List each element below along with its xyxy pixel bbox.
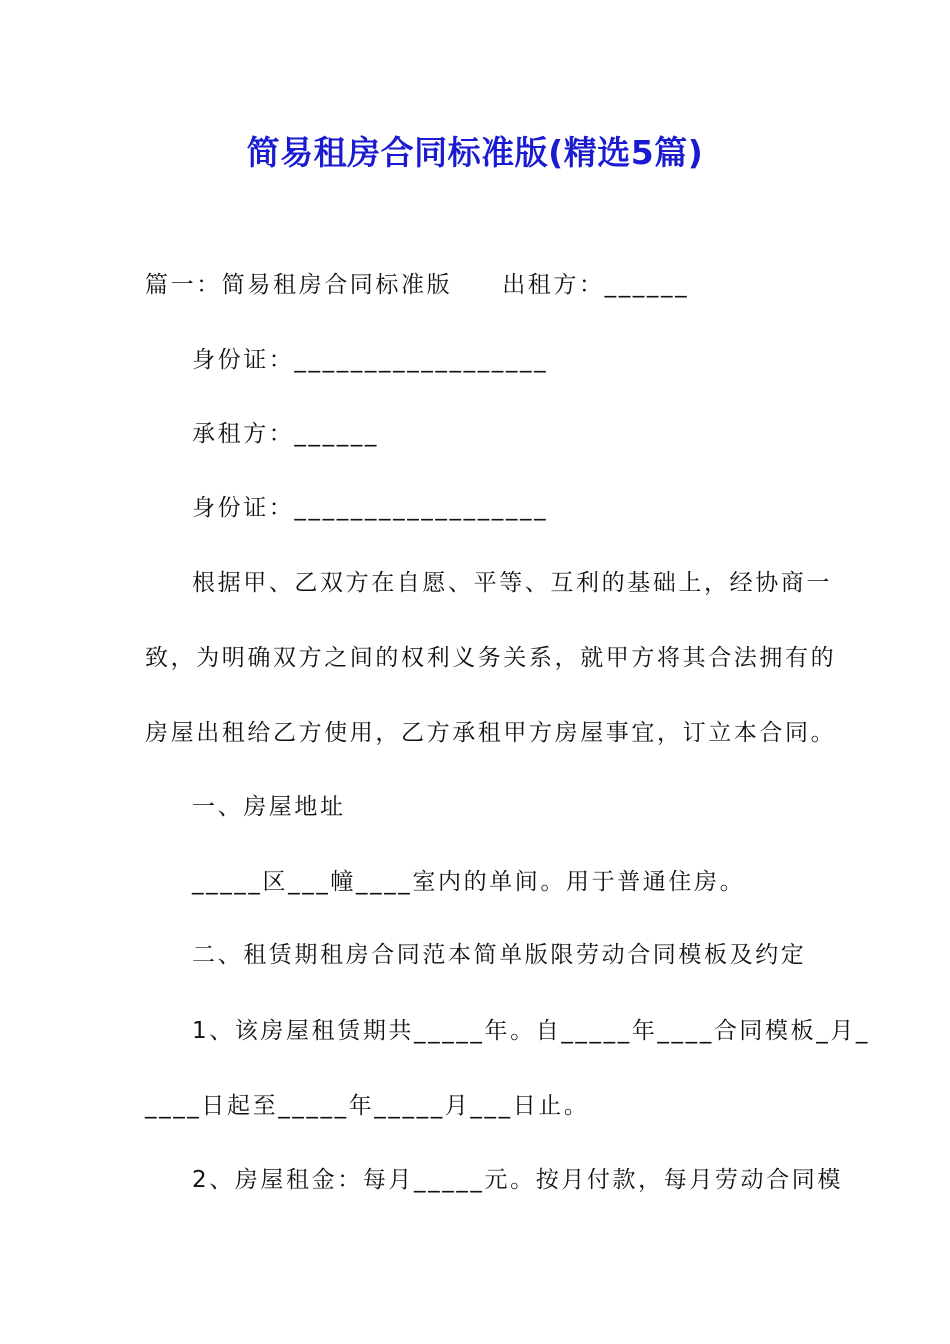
paragraph-line: 房屋出租给乙方使用，乙方承租甲方房屋事宜，订立本合同。 [145, 720, 837, 746]
clause2-item1-line: 1、该房屋租赁期共_____年。自_____年____合同模板_月_ [192, 1018, 871, 1044]
section1-heading: 篇一：简易租房合同标准版 [145, 272, 453, 298]
clause2-item1-line: ____日起至_____年_____月___日止。 [145, 1093, 590, 1119]
lessee-field: 承租方：______ [192, 421, 379, 447]
paragraph-line: 根据甲、乙双方在自愿、平等、互利的基础上，经协商一 [192, 570, 832, 596]
section1-header-line [145, 265, 825, 305]
document-title: 简易租房合同标准版(精选5篇) [246, 133, 704, 172]
lessor-id-field: 身份证：__________________ [192, 347, 549, 373]
clause2-item2-line: 2、房屋租金：每月_____元。按月付款，每月劳动合同模 [192, 1167, 843, 1193]
paragraph-line: 致，为明确双方之间的权利义务关系，就甲方将其合法拥有的 [145, 645, 837, 671]
lessor-field: 出租方：______ [502, 272, 690, 298]
lessee-id-field: 身份证：__________________ [192, 495, 549, 521]
clause1-address-text: _____区___幢____室内的单间。用于普通住房。 [192, 869, 746, 895]
clause1-heading: 一、房屋地址 [192, 794, 346, 820]
clause2-heading: 二、租赁期租房合同范本简单版限劳动合同模板及约定 [192, 942, 807, 968]
